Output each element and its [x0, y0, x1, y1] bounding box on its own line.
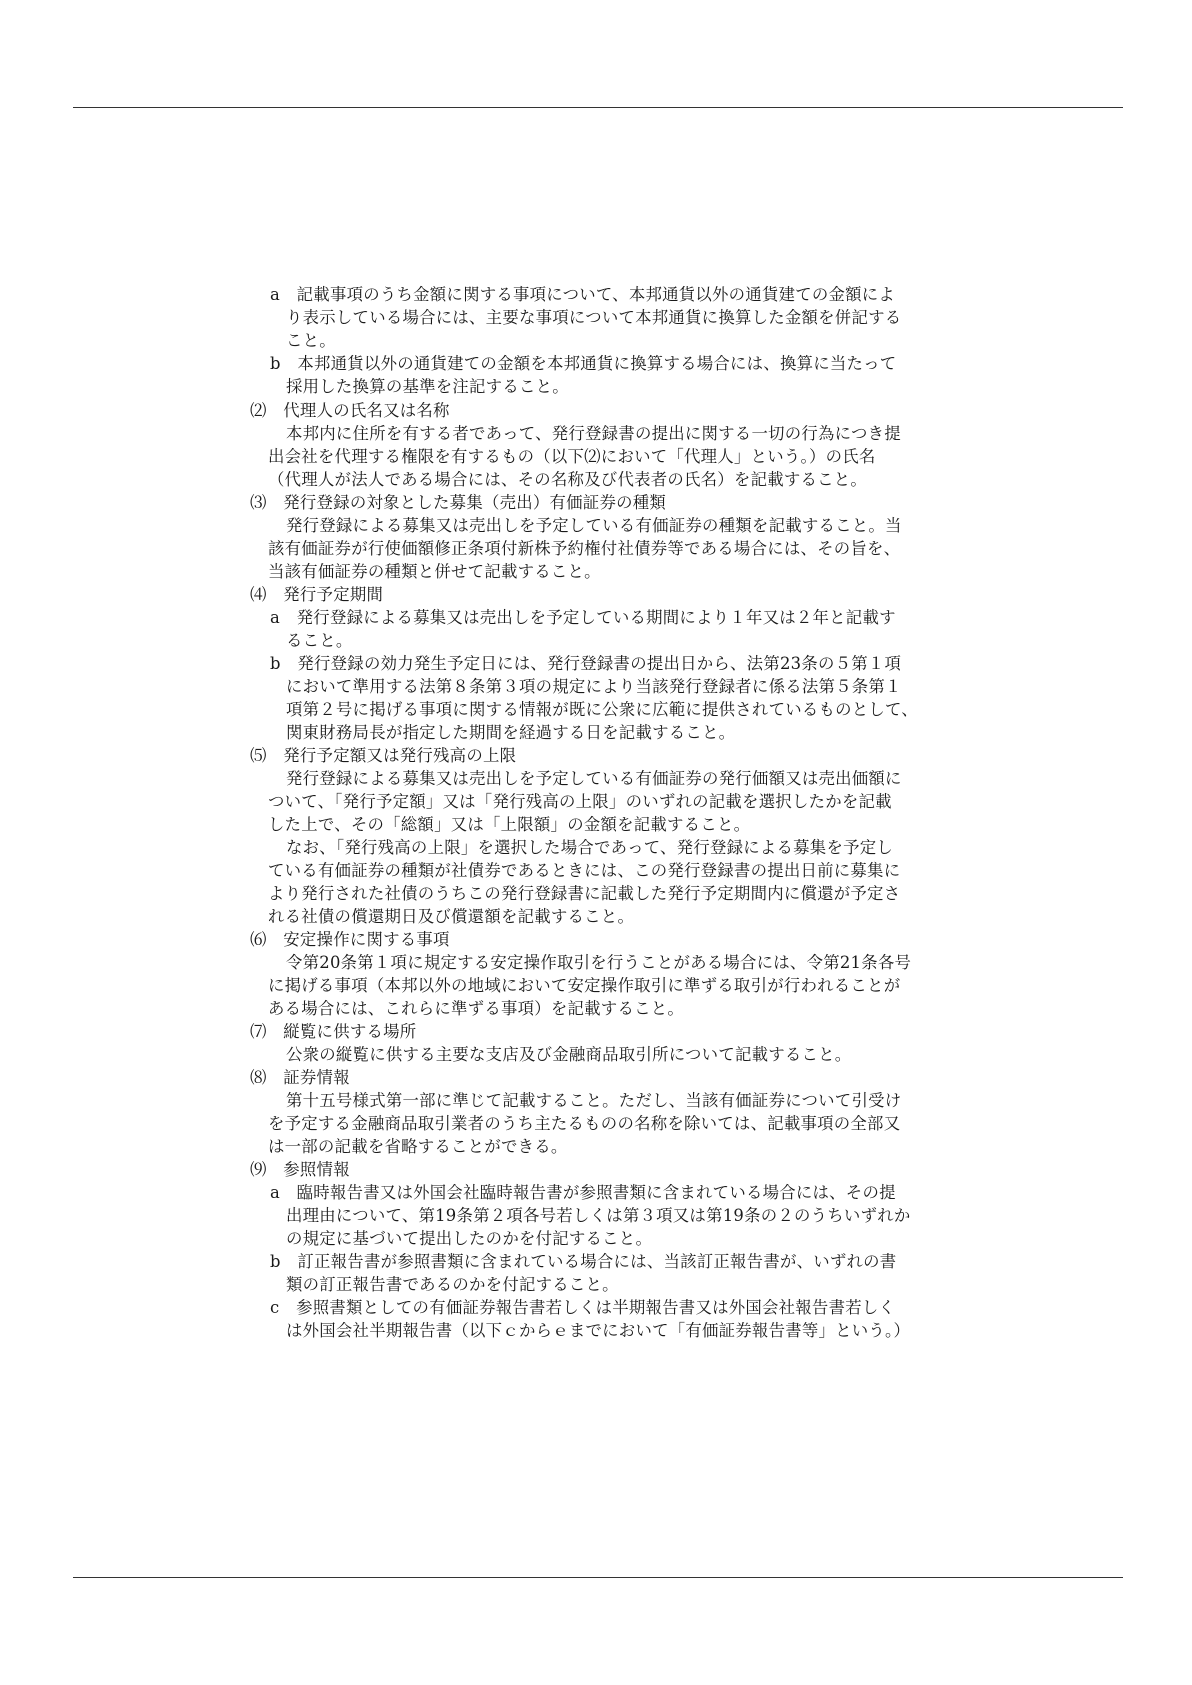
- item-a-line: こと。: [286, 331, 336, 350]
- item-b-line: 関東財務局長が指定した期間を経過する日を記載すること。: [286, 723, 736, 742]
- paragraph-line: を予定する金融商品取引業者のうち主たるものの名称を除いては、記載事項の全部又: [268, 1114, 901, 1133]
- paragraph-line: 出会社を代理する権限を有するもの（以下⑵において「代理人」という。）の氏名: [268, 447, 876, 466]
- item-a-line: の規定に基づいて提出したのかを付記すること。: [286, 1229, 653, 1248]
- paragraph-line: 令第20条第１項に規定する安定操作取引を行うことがある場合には、令第21条各号: [286, 953, 912, 972]
- section-heading: ⑹ 安定操作に関する事項: [250, 930, 450, 949]
- item-a-line: ること。: [286, 631, 353, 650]
- item-b-line: b 発行登録の効力発生予定日には、発行登録書の提出日から、法第23条の５第１項: [270, 654, 902, 673]
- paragraph-line: ついて、「発行予定額」又は「発行残高の上限」のいずれの記載を選択したかを記載: [268, 792, 892, 811]
- item-b-line: において準用する法第８条第３項の規定により当該発行登録者に係る法第５条第１: [286, 677, 902, 696]
- item-b-line: 類の訂正報告書であるのかを付記すること。: [286, 1275, 619, 1294]
- paragraph-line: 当該有価証券の種類と併せて記載すること。: [268, 562, 601, 581]
- section-heading: ⑻ 証券情報: [250, 1068, 350, 1087]
- item-c-line: は外国会社半期報告書（以下ｃからｅまでにおいて「有価証券報告書等」という。）: [286, 1321, 911, 1340]
- paragraph-line: に掲げる事項（本邦以外の地域において安定操作取引に準ずる取引が行われることが: [268, 976, 901, 995]
- item-b-line: b 本邦通貨以外の通貨建ての金額を本邦通貨に換算する場合には、換算に当たって: [270, 354, 897, 373]
- item-b-line: 採用した換算の基準を注記すること。: [286, 377, 569, 396]
- footer-rule: [73, 1577, 1123, 1578]
- section-heading: ⑸ 発行予定額又は発行残高の上限: [250, 746, 517, 765]
- header-rule: [73, 107, 1123, 108]
- item-a-line: a 発行登録による募集又は売出しを予定している期間により１年又は２年と記載す: [270, 608, 896, 627]
- paragraph-line: 本邦内に住所を有する者であって、発行登録書の提出に関する一切の行為につき提: [286, 424, 901, 443]
- item-b-line: 項第２号に掲げる事項に関する情報が既に公衆に広範に提供されているものとして、: [286, 700, 919, 719]
- item-a-line: 出理由について、第19条第２項各号若しくは第３項又は第19条の２のうちいずれか: [286, 1206, 911, 1225]
- paragraph-line: ある場合には、これらに準ずる事項）を記載すること。: [268, 999, 685, 1018]
- paragraph-line: （代理人が法人である場合には、その名称及び代表者の氏名）を記載すること。: [268, 470, 868, 489]
- paragraph-line: した上で、その「総額」又は「上限額」の金額を記載すること。: [268, 815, 751, 834]
- paragraph-line: 公衆の縦覧に供する主要な支店及び金融商品取引所について記載すること。: [286, 1045, 852, 1064]
- item-a-line: a 記載事項のうち金額に関する事項について、本邦通貨以外の通貨建ての金額によ: [270, 285, 896, 304]
- paragraph-line: ている有価証券の種類が社債券であるときには、この発行登録書の提出日前に募集に: [268, 861, 901, 880]
- item-a-line: り表示している場合には、主要な事項について本邦通貨に換算した金額を併記する: [286, 308, 902, 327]
- section-heading: ⑶ 発行登録の対象とした募集（売出）有価証券の種類: [250, 493, 667, 512]
- item-c-line: c 参照書類としての有価証券報告書若しくは半期報告書又は外国会社報告書若しく: [270, 1298, 896, 1317]
- section-heading: ⑺ 縦覧に供する場所: [250, 1022, 417, 1041]
- paragraph-line: より発行された社債のうちこの発行登録書に記載した発行予定期間内に償還が予定さ: [268, 884, 901, 903]
- paragraph-line: れる社債の償還期日及び償還額を記載すること。: [268, 907, 635, 926]
- paragraph-line: 第十五号様式第一部に準じて記載すること。ただし、当該有価証券について引受け: [286, 1091, 902, 1110]
- item-a-line: a 臨時報告書又は外国会社臨時報告書が参照書類に含まれている場合には、その提: [270, 1183, 896, 1202]
- paragraph-line: 発行登録による募集又は売出しを予定している有価証券の発行価額又は売出価額に: [286, 769, 902, 788]
- paragraph-line: なお、「発行残高の上限」を選択した場合であって、発行登録による募集を予定し: [286, 838, 894, 857]
- item-b-line: b 訂正報告書が参照書類に含まれている場合には、当該訂正報告書が、いずれの書: [270, 1252, 897, 1271]
- paragraph-line: 該有価証券が行使価額修正条項付新株予約権付社債券等である場合には、その旨を、: [268, 539, 901, 558]
- section-heading: ⑵ 代理人の氏名又は名称: [250, 401, 450, 420]
- paragraph-line: は一部の記載を省略することができる。: [268, 1137, 568, 1156]
- paragraph-line: 発行登録による募集又は売出しを予定している有価証券の種類を記載すること。当: [286, 516, 902, 535]
- section-heading: ⑼ 参照情報: [250, 1160, 350, 1179]
- section-heading: ⑷ 発行予定期間: [250, 585, 384, 604]
